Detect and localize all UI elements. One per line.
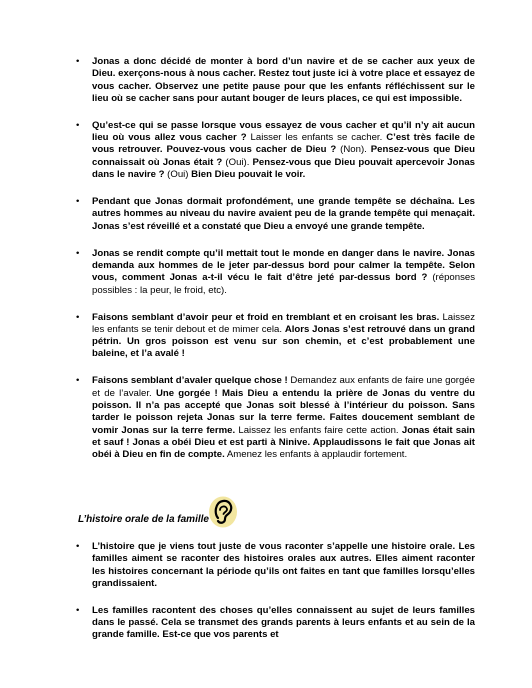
list-item <box>70 541 475 590</box>
bold-text-run: Pensez-vous que Dieu pouvait apercevoir Jonas dans le navire ? <box>92 156 475 181</box>
bullet-icon: • <box>76 119 80 131</box>
text-run: Amenez les enfants à applaudir fortement. <box>224 449 408 461</box>
list-item <box>70 196 475 233</box>
list-item <box>70 248 475 297</box>
bold-text-run: Faisons semblant d’avoir peur et froid en tremblant et en croisant les bras. <box>92 311 440 323</box>
bold-text-run: Jonas se rendit compte qu’il mettait tout le monde en danger dans le navire. Jonas demanda aux hommes de le jeter par-dessus bord pour calmer la tempête. Selon vous, comment Jonas a-t-il vécu le fait d’être jeté par-dessus bord ? <box>92 247 475 284</box>
text-run: (Oui) <box>164 169 192 181</box>
bold-text-run: Jonas était sain et sauf ! Jonas a obéi Dieu et est parti à Ninive. Applaudissons le fait que Jonas ait obéi à Dieu en fin de compte. <box>92 424 475 461</box>
bold-text-run: L’histoire que je viens tout juste de vous raconter s’appelle une histoire orale. Les familles aiment se raconter des histoires orales aux autres. Elles aiment raconter les histoires concernant la période qu’ils ont faites en tant que familles lorsqu’elles grandissaient. <box>92 541 475 589</box>
list-item <box>70 120 475 181</box>
list-item <box>70 605 475 642</box>
bullet-icon: • <box>76 604 80 616</box>
bold-text-run: Bien Dieu pouvait le voir. <box>191 169 306 181</box>
bold-text-run: Alors Jonas s’est retrouvé dans un grand pétrin. Un gros poisson est venu sur son chemin, et c’est probablement une baleine, et l’a avalé ! <box>92 323 476 360</box>
list-item <box>70 56 475 105</box>
bullet-icon: • <box>76 196 80 208</box>
text-run: Laissez les enfants faire cette action. <box>235 424 402 436</box>
bold-text-run: Une gorgée ! Mais Dieu a entendu la prière de Jonas du ventre du poisson. Il n’a pas accepté que Jonas soit blessé à l’intérieur du poisson. Sans tarder le poisson rejeta Jonas sur la terre ferme. Faites doucement semblant de vomir Jonas sur la terre ferme. <box>92 387 475 436</box>
bullet-icon: • <box>76 541 80 552</box>
bold-text-run: Qu’est-ce qui se passe lorsque vous essayez de vous cacher et qu’il n’y ait aucun lieu où vous allez vous cacher ? <box>92 119 475 144</box>
text-run: (Non). <box>336 144 371 156</box>
text-run: Laisser les enfants se cacher. <box>246 132 387 144</box>
bold-text-run: C’est très facile de vous retrouver. Pouvez-vous vous cacher de Dieu ? <box>92 132 475 156</box>
bullet-list-oral-history <box>70 541 475 656</box>
list-item <box>70 375 475 461</box>
text-run: Demandez aux enfants de faire une gorgée et de l’avaler. <box>92 375 475 399</box>
text-run: (réponses possibles : la peur, le froid, etc). <box>92 272 475 296</box>
text-run: (Oui). <box>222 156 253 168</box>
bold-text-run: Jonas a donc décidé de monter à bord d’un navire et de se cacher aux yeux de Dieu. exerçons-nous à nous cacher. Restez tout juste ici à votre place et essayez de vous cacher. Observez une petite pause pour que les enfants réfléchissent sur le lieu où se cacher sans pour autant bouger de leurs places, ce qui est impossible. <box>92 56 475 104</box>
ear-icon <box>208 496 238 528</box>
text-run: Laissez les enfants se tenir debout et de mimer cela. <box>92 311 475 335</box>
bold-text-run: Les familles racontent des choses qu’elles connaissent au sujet de leurs familles dans le passé. Cela se transmet des grands parents à leurs enfants et au sein de la grande famille. Est-ce que vos parents et <box>92 604 475 641</box>
bold-text-run: Pensez-vous que Dieu connaissait où Jonas était ? <box>92 144 476 168</box>
bold-text-run: Faisons semblant d’avaler quelque chose ! <box>92 375 288 387</box>
bullet-icon: • <box>76 311 80 323</box>
bullet-icon: • <box>76 375 80 387</box>
list-item <box>70 312 475 361</box>
section-heading: L’histoire orale de la famille <box>78 514 209 525</box>
bullet-list-story <box>70 56 475 476</box>
bullet-icon: • <box>76 247 80 259</box>
bullet-icon: • <box>76 56 80 67</box>
bold-text-run: Pendant que Jonas dormait profondément, une grande tempête se déchaîna. Les autres hommes au niveau du navire avaient peu de la grande tempête qui menaçait. Jonas s’est réveillé et a constaté que Dieu a envoyé une grande tempête. <box>92 196 475 232</box>
